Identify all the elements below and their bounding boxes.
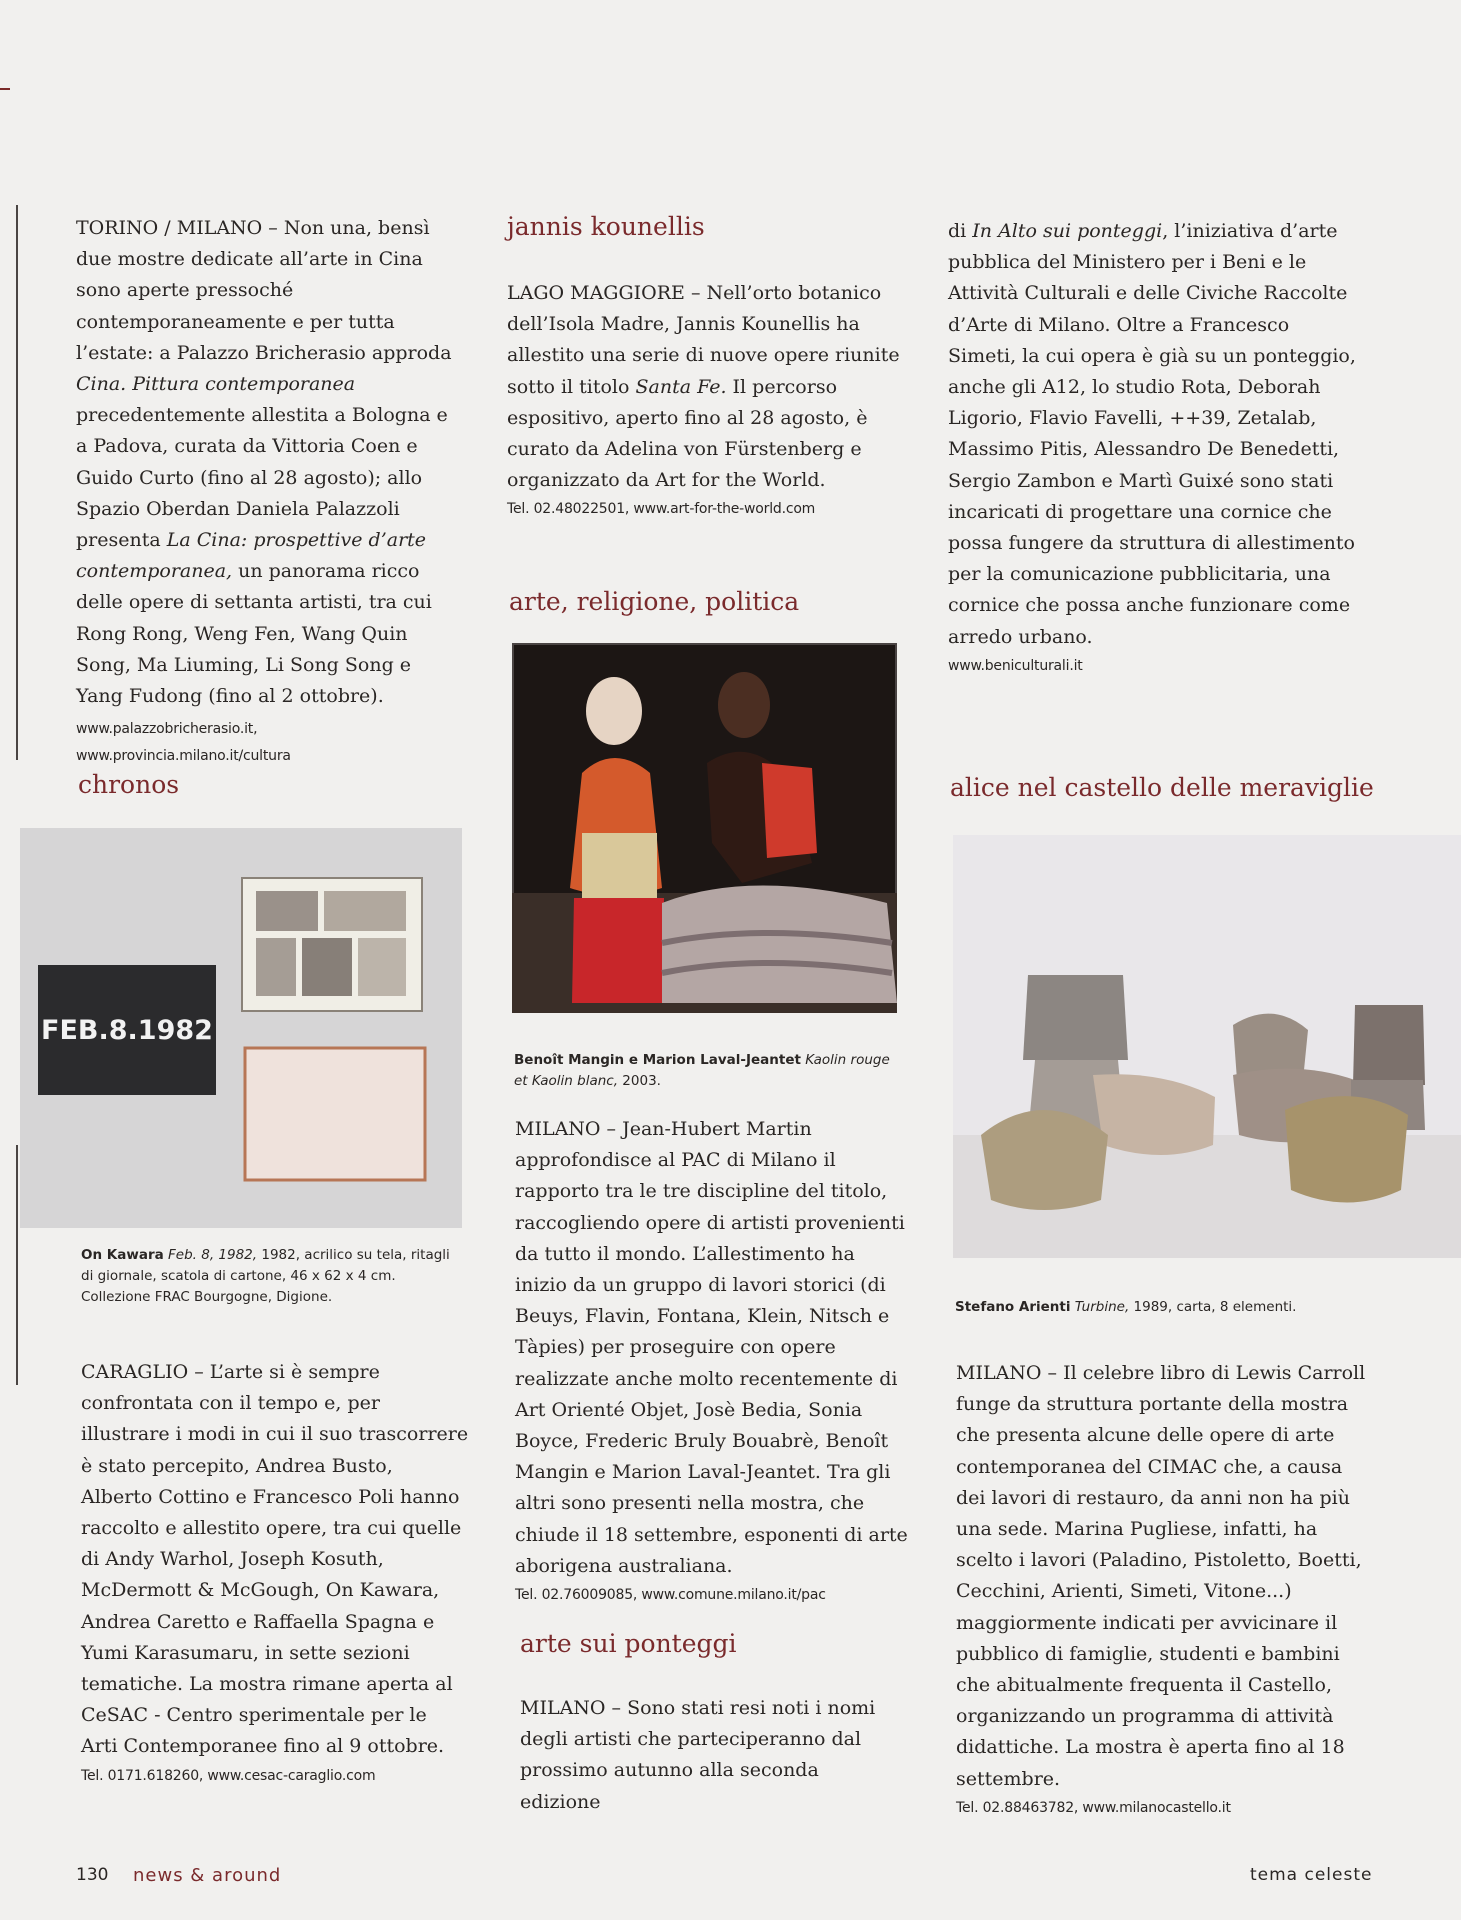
margin-rule <box>16 205 18 760</box>
section-heading-alice: alice nel castello delle meraviglie <box>950 773 1374 802</box>
exhibition-title: Cina. Pittura contemporanea <box>76 373 356 396</box>
exhibition-title: Santa Fe. <box>635 375 727 398</box>
article-ponteggi <box>520 1693 905 1818</box>
article-caraglio <box>81 1357 469 1790</box>
article-body: MILANO – Sono stati resi noti i nomi degli artisti che parteciperanno dal prossimo autunno alla seconda edizione <box>520 1697 876 1813</box>
article-contact: www.beniculturali.it <box>948 657 1083 674</box>
painting-date-text: FEB.8.1982 <box>41 1015 213 1046</box>
article-contact: Tel. 02.88463782, www.milanocastello.it <box>956 1799 1231 1816</box>
section-heading-arte-sui-ponteggi: arte sui ponteggi <box>520 1629 737 1658</box>
photo-stefano-arienti <box>953 835 1461 1258</box>
article-torino-milano <box>76 213 456 770</box>
caption-mangin: Benoît Mangin e Marion Laval-Jeantet Kaolin rouge et Kaolin blanc, 2003. <box>514 1052 890 1089</box>
dateline: MILANO <box>520 1697 606 1719</box>
dateline: MILANO <box>956 1362 1042 1384</box>
caption-title: Kaolin rouge et Kaolin blanc, <box>514 1052 890 1089</box>
article-body: TORINO / MILANO – Non una, bensì due mostre dedicate all’arte in Cina sono aperte pressoché contemporaneamente e per tutta l’estate: a Palazzo Bricherasio approda Cina. Pittura contemporanea precedentemente allestita a Bologna e a Padova, curata da Vittoria Coen e Guido Curto (fino al 28 agosto); allo Spazio Oberdan Daniela Palazzoli presenta La Cina: prospettive d’arte contemporanea, un panorama ricco delle opere di settanta artisti, tra cui Rong Rong, Weng Fen, Wang Quin Song, Ma Liuming, Li Song Song e Yang Fudong (fino al 2 ottobre). <box>76 217 452 708</box>
article-body: LAGO MAGGIORE – Nell’orto botanico dell’Isola Madre, Jannis Kounellis ha allestito una serie di nuove opere riunite sotto il titolo Santa Fe. Il percorso espositivo, aperto fino al 28 agosto, è curato da Adelina von Fürstenberg e organizzato da Art for the World. <box>507 282 900 492</box>
caption-arienti: Stefano Arienti Turbine, 1989, carta, 8 elementi. <box>955 1299 1297 1315</box>
article-body: MILANO – Jean-Hubert Martin approfondisce al PAC di Milano il rapporto tra le tre discipline del titolo, raccogliendo opere di artisti provenienti da tutto il mondo. L’allestimento ha inizio da un gruppo di lavori storici (di Beuys, Flavin, Fontana, Klein, Nitsch e Tàpies) per proseguire con opere realizzate anche molto recentemente di Art Orienté Objet, Josè Bedia, Sonia Boyce, Frederic Bruly Bouabrè, Benoît Mangin e Marion Laval-Jeantet. Tra gli altri sono presenti nella mostra, che chiude il 18 settembre, esponenti di arte aborigena australiana. <box>515 1118 908 1577</box>
margin-rule <box>16 1145 18 1385</box>
magazine-name: tema celeste <box>1250 1865 1373 1885</box>
photo-mangin-laval-jeantet <box>512 643 897 1013</box>
dateline: MILANO <box>515 1118 601 1140</box>
section-heading-chronos: chronos <box>78 770 180 799</box>
dateline: LAGO MAGGIORE <box>507 282 685 304</box>
article-contact: www.palazzobricherasio.it, www.provincia.milano.it/cultura <box>76 721 291 765</box>
caption-artist: Benoît Mangin e Marion Laval-Jeantet <box>514 1052 801 1068</box>
article-milano-castello <box>956 1358 1366 1822</box>
caption-artist: On Kawara <box>81 1247 164 1263</box>
article-body: di In Alto sui ponteggi, l’iniziativa d’arte pubblica del Ministero per i Beni e le Attività Culturali e delle Civiche Raccolte d’Arte di Milano. Oltre a Francesco Simeti, la cui opera è già su un ponteggio, anche gli A12, lo studio Rota, Deborah Ligorio, Flavio Favelli, ++39, Zetalab, Massimo Pitis, Alessandro De Benedetti, Sergio Zambon e Martì Guixé sono stati incaricati di progettare una cornice che possa fungere da struttura di allestimento per la comunicazione pubblicitaria, una cornice che possa anche funzionare come arredo urbano. <box>948 220 1356 648</box>
section-heading-kounellis: jannis kounellis <box>507 212 705 241</box>
article-body: MILANO – Il celebre libro di Lewis Carroll funge da struttura portante della mostra che presenta alcune delle opere di arte contemporanea del CIMAC che, a causa dei lavori di restauro, da anni non ha più una sede. Marina Pugliese, infatti, ha scelto i lavori (Paladino, Pistoletto, Boetti, Cecchini, Arienti, Simeti, Vitone...) maggiormente indicati per avvicinare il pubblico di famiglie, studenti e bambini che abitualmente frequenta il Castello, organizzando un programma di attività didattiche. La mostra è aperta fino al 18 settembre. <box>956 1362 1366 1790</box>
dateline: CARAGLIO <box>81 1361 189 1383</box>
article-milano-pac <box>515 1114 910 1609</box>
article-lago-maggiore <box>507 278 902 523</box>
article-body: CARAGLIO – L’arte si è sempre confrontata con il tempo e, per illustrare i modi in cui il suo trascorrere è stato percepito, Andrea Busto, Alberto Cottino e Francesco Poli hanno raccolto e allestito opere, tra cui quelle di Andy Warhol, Joseph Kosuth, McDermott & McGough, On Kawara, Andrea Caretto e Raffaella Spagna e Yumi Karasumaru, in sette sezioni tematiche. La mostra rimane aperta al CeSAC - Centro sperimentale per le Arti Contemporanee fino al 9 ottobre. <box>81 1361 469 1758</box>
article-contact: Tel. 02.76009085, www.comune.milano.it/pac <box>515 1587 826 1604</box>
caption-on-kawara: On Kawara Feb. 8, 1982, 1982, acrilico su tela, ritagli di giornale, scatola di cartone, 46 x 62 x 4 cm. Collezione FRAC Bourgogne, Digione. <box>81 1247 450 1305</box>
dateline: TORINO / MILANO <box>76 217 263 239</box>
edge-registration-mark <box>0 88 10 90</box>
photo-on-kawara <box>20 828 462 1228</box>
exhibition-title: In Alto sui ponteggi <box>972 220 1163 242</box>
page-number: 130 <box>76 1865 109 1885</box>
article-ponteggi-continued <box>948 216 1356 680</box>
caption-title: Feb. 8, 1982, <box>168 1247 258 1263</box>
section-heading-arte-religione: arte, religione, politica <box>509 587 800 616</box>
section-name: news & around <box>133 1865 282 1886</box>
caption-title: Turbine, <box>1074 1299 1130 1315</box>
article-contact: Tel. 0171.618260, www.cesac-caraglio.com <box>81 1767 376 1784</box>
caption-artist: Stefano Arienti <box>955 1299 1071 1315</box>
article-contact: Tel. 02.48022501, www.art-for-the-world.com <box>507 501 816 518</box>
exhibition-title: La Cina: prospettive d’arte contemporanea, <box>76 529 427 583</box>
